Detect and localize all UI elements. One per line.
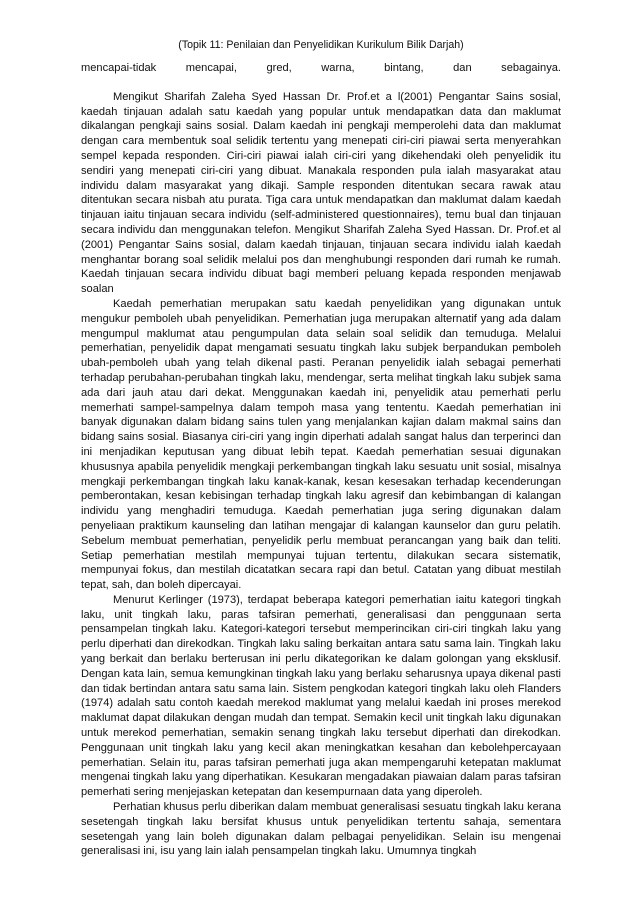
paragraph-tinjauan: Mengikut Sharifah Zaleha Syed Hassan Dr. Prof.et a l(2001) Pengantar Sains sosial, kaedah tinjauan adalah satu kaedah yang popular untuk mendapatkan data dan maklumat dikalangan pengkaji sains sosial. Dalam kaedah ini pengkaji memperolehi data dan maklumat dengan cara membentuk soal selidik tertentu yang menepati ciri-ciri piawai serta menyerahkan sempel kepada responden. Ciri-ciri piawai ialah ciri-ciri yang dikehendaki oleh penyelidik itu sendiri yang menepati ciri-ciri yang dibuat. Manakala responden pula ialah masyarakat atau individu dalam masyarakat yang dikaji. Sample responden ditentukan secara rawak atau ditentukan secara nisbah atu purata. Tiga cara untuk mendapatkan dan maklumat dalam kaedah tinjauan iaitu tinjauan secara individu (self-administered questionnaires), temu bual dan tinjauan secara individu dan menggunakan telefon. Mengikut Sharifah Zaleha Syed Hassan. Dr. Prof.et al (2001) Pengantar Sains sosial, dalam kaedah tinjauan, tinjauan secara individu ialah kaedah menghantar borang soal selidik melalui pos dan menghubungi responden dari rumah ke rumah. Kaedah tinjauan secara individu dibuat bagi memberi peluang kepada responden menjawab soalan bbox=[81, 90, 561, 296]
paragraph-pemerhatian: Kaedah pemerhatian merupakan satu kaedah penyelidikan yang digunakan untuk mengukur pemboleh ubah penyelidikan. Pemerhatian juga merupakan alternatif yang ada dalam mengumpul maklumat atau pengumpulan data selain soal selidik dan temuduga. Melalui pemerhatian, penyelidik dapat mengamati sesuatu tingkah laku subjek berpandukan pemboleh ubah-pemboleh ubah yang telah dikenal pasti. Peranan penyelidik ialah sebagai pemerhati terhadap perubahan-perubahan tingkah laku, mendengar, serta melihat tingkah laku subjek sama ada dari jauh atau dari dekat. Menggunakan kaedah ini, penyelidik atau pemerhati perlu memerhati sampel-sampelnya dalam tempoh masa yang tententu. Kaedah pemerhatian ini banyak digunakan dalam bidang sains tulen yang menjalankan kajian dalam makmal sains dan bidang sains sosial. Biasanya ciri-ciri yang ingin diperhati adalah sangat halus dan terperinci dan ini menjadikan keputusan yang dibuat lebih tepat. Kaedah pemerhatian sesuai digunakan khususnya apabila penyelidik mengkaji perkembangan tingkah laku sesuatu unit sosial, misalnya mengkaji perkembangan tingkah laku kanak-kanak, kesan kesesakan terhadap kecenderungan pemberontakan, kesan kebisingan terhadap tingkah laku agresif dan kebimbangan di kalangan individu yang menghadiri temuduga. Kaedah pemerhatian juga sering digunakan dalam penyeliaan praktikum kaunseling dan latihan mengajar di kalangan kaunselor dan guru pelatih. Sebelum membuat pemerhatian, penyelidik perlu membuat perancangan yang baik dan teliti. Setiap pemerhatian mestilah mempunyai tujuan tertentu, dilakukan secara sistematik, mempunyai fokus, dan mestilah dicatatkan secara rapi dan betul. Catatan yang dibuat mestilah tepat, sah, dan boleh dipercayai. bbox=[81, 297, 561, 592]
document-body bbox=[81, 61, 561, 859]
page-header: (Topik 11: Penilaian dan Penyelidikan Kurikulum Bilik Darjah) bbox=[178, 39, 464, 51]
continuation-line: mencapai-tidak mencapai, gred, warna, bintang, dan sebagainya. bbox=[81, 62, 561, 74]
paragraph-generalisasi: Perhatian khusus perlu diberikan dalam membuat generalisasi sesuatu tingkah laku kerana sesetengah tingkah laku bersifat khusus untuk penyelidikan tertentu sahaja, sementara sesetengah yang lain boleh digunakan dalam pelbagai penyelidikan. Selain isu mengenai generalisasi ini, isu yang lain ialah pensampelan tingkah laku. Umumnya tingkah bbox=[81, 801, 561, 858]
document-page bbox=[81, 38, 561, 859]
paragraph-kerlinger: Menurut Kerlinger (1973), terdapat beberapa kategori pemerhatian iaitu kategori tingkah laku, unit tingkah laku, paras tafsiran pemerhati, generalisasi dan penggunaan serta pensampelan tingkah laku. Kategori-kategori tersebut memperincikan ciri-ciri tingkah laku yang perlu diperhati dan direkodkan. Tingkah laku saling berkaitan antara satu sama lain. Tingkah laku yang berkait dan berlaku berterusan ini perlu dikategorikan ke dalam golongan yang eksklusif. Dengan kata lain, semua kemungkinan tingkah laku yang berlaku seharusnya upaya dikenal pasti dan tidak bertindan antara satu sama lain. Sistem pengkodan kategori tingkah laku oleh Flanders (1974) adalah satu contoh kaedah merekod maklumat yang melalui kaedah ini proses merekod maklumat dapat dilakukan dengan mudah dan tempat. Semakin kecil unit tingkah laku digunakan untuk merekod pemerhatian, semakin senang tingkah laku tersebut diperhati dan direkodkan. Penggunaan unit tingkah laku yang kecil akan meningkatkan kesahan dan kebolehpercayaan pemerhatian. Selain itu, paras tafsiran pemerhati juga akan mempengaruhi ketepatan maklumat mengenai tingkah laku yang diperhatikan. Kesukaran mengadakan piawaian dalam paras tafsiran pemerhati sering menjejaskan ketepatan dan kesempurnaan data yang diperoleh. bbox=[81, 593, 561, 799]
